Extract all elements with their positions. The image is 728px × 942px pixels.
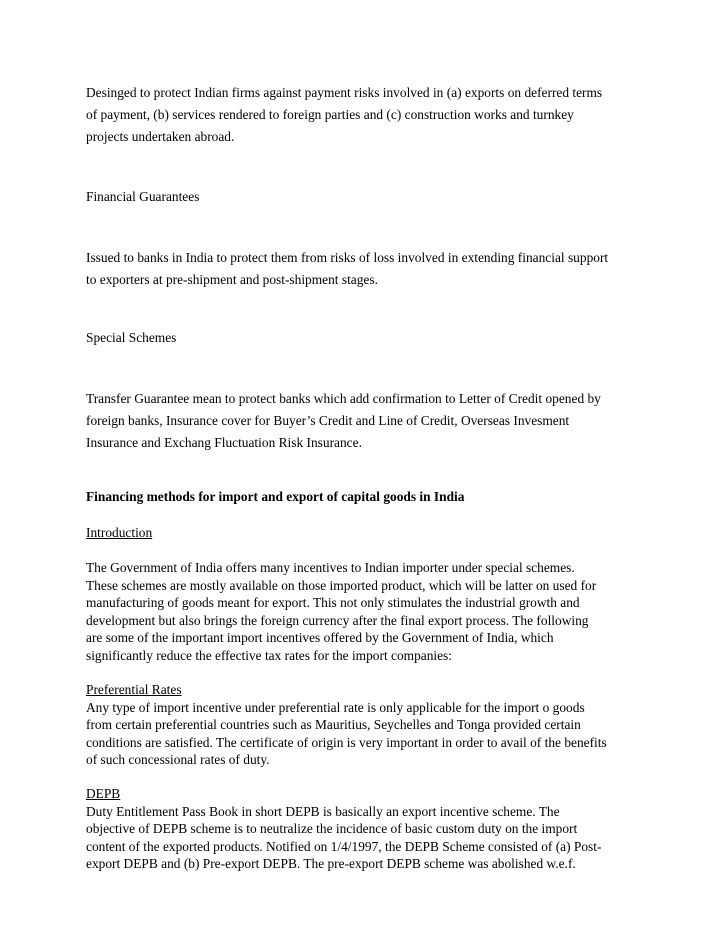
text-line: Insurance and Exchang Fluctuation Risk Insurance. bbox=[86, 435, 362, 450]
text-line: export DEPB and (b) Pre-export DEPB. The pre-export DEPB scheme was abolished w.e.f. bbox=[86, 856, 576, 872]
heading-depb: DEPB bbox=[86, 786, 121, 801]
text-line: Issued to banks in India to protect them from risks of loss involved in extending financial support bbox=[86, 250, 609, 265]
heading-special-schemes: Special Schemes bbox=[86, 330, 177, 345]
paragraph-financial-guarantees bbox=[86, 247, 652, 291]
text-line: conditions are satisfied. The certificate of origin is very important in order to avail of the benefits bbox=[86, 734, 607, 750]
text-line: Transfer Guarantee mean to protect banks which add confirmation to Letter of Credit opened by bbox=[86, 391, 601, 406]
heading-financial-guarantees: Financial Guarantees bbox=[86, 189, 200, 204]
paragraph-introduction bbox=[86, 559, 652, 665]
text-line: development but also brings the foreign currency after the final export process. The following bbox=[86, 612, 589, 628]
text-line: from certain preferential countries such as Mauritius, Seychelles and Tonga provided certain bbox=[86, 717, 581, 733]
text-line: Any type of import incentive under preferential rate is only applicable for the import o goods bbox=[86, 699, 585, 715]
text-line: The Government of India offers many incentives to Indian importer under special schemes. bbox=[86, 560, 575, 575]
text-line: of payment, (b) services rendered to foreign parties and (c) construction works and turnkey bbox=[86, 107, 574, 122]
paragraph-special-schemes bbox=[86, 388, 652, 454]
text-line: These schemes are mostly available on those imported product, which will be latter on used for bbox=[86, 577, 597, 593]
section-depb bbox=[86, 785, 652, 873]
text-line: foreign banks, Insurance cover for Buyer’s Credit and Line of Credit, Overseas Invesment bbox=[86, 413, 570, 428]
section-title: Financing methods for import and export of capital goods in India bbox=[86, 489, 465, 504]
paragraph-payment-risks bbox=[86, 82, 652, 148]
heading-preferential-rates: Preferential Rates bbox=[86, 682, 182, 697]
text-line: projects undertaken abroad. bbox=[86, 129, 235, 144]
text-line: are some of the important import incentives offered by the Government of India, which bbox=[86, 630, 554, 646]
text-line: of such concessional rates of duty. bbox=[86, 752, 270, 768]
heading-introduction: Introduction bbox=[86, 525, 153, 540]
text-line: to exporters at pre-shipment and post-shipment stages. bbox=[86, 272, 378, 287]
text-line: content of the exported products. Notified on 1/4/1997, the DEPB Scheme consisted of (a) Post- bbox=[86, 838, 602, 854]
text-line: manufacturing of goods meant for export. This not only stimulates the industrial growth and bbox=[86, 595, 580, 611]
text-line: Duty Entitlement Pass Book in short DEPB is basically an export incentive scheme. The bbox=[86, 803, 560, 819]
text-line: objective of DEPB scheme is to neutralize the incidence of basic custom duty on the import bbox=[86, 821, 578, 837]
text-line: Desinged to protect Indian firms against payment risks involved in (a) exports on deferred terms bbox=[86, 85, 603, 100]
section-preferential-rates bbox=[86, 681, 652, 769]
text-line: significantly reduce the effective tax rates for the import companies: bbox=[86, 647, 452, 663]
